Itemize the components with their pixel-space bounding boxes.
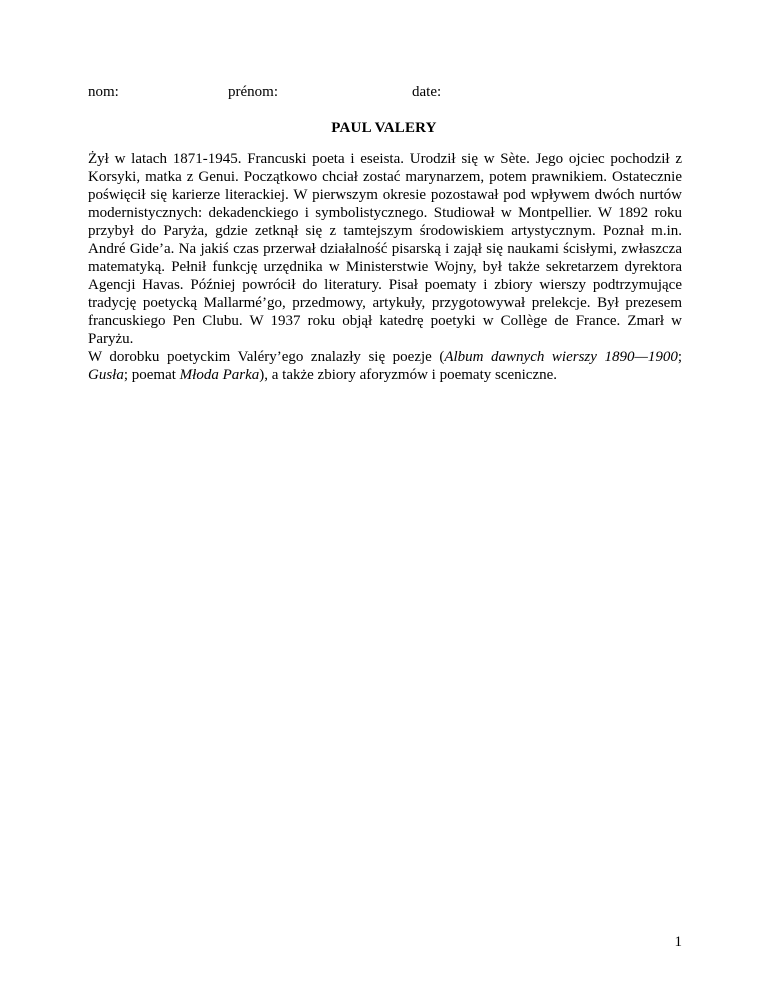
- works-intro: W dorobku poetyckim Valéry’ego znalazły się poezje (: [88, 349, 445, 365]
- prenom-label: prénom:: [228, 84, 278, 100]
- document-title: PAUL VALERY: [331, 120, 437, 136]
- page-number: 1: [674, 934, 682, 950]
- work-title-mloda-parka: Młoda Parka: [179, 367, 260, 383]
- works-separator-2: ; poemat: [123, 367, 180, 383]
- date-label: date:: [412, 84, 442, 100]
- works-paragraph: [88, 348, 682, 384]
- document-body: [88, 150, 682, 384]
- biography-paragraph: Żył w latach 1871-1945. Francuski poeta i eseista. Urodził się w Sète. Jego ojciec pochodził z Korsyki, matka z Genui. Początkowo chciał zostać marynarzem, potem prawnikiem. Ostatecznie poświęcił się karierze literackiej. W pierwszym okresie pozostawał pod wpływem dwóch nurtów modernistycznych: dekadenckiego i symbolistycznego. Studiował w Montpellier. W 1892 roku przybył do Paryża, gdzie zetknął się z tamtejszym środowiskiem artystycznym. Poznał m.in. André Gide’a. Na jakiś czas przerwał działalność pisarską i zajął się naukami ścisłymi, zwłaszcza matematyką. Pełnił funkcję urzędnika w Ministerstwie Wojny, był także sekretarzem dyrektora Agencji Havas. Później powrócił do literatury. Pisał poematy i zbiory wierszy podtrzymujące tradycję poetycką Mallarmé’go, przedmowy, artykuły, przygotowywał prelekcje. Był prezesem francuskiego Pen Clubu. W 1937 roku objął katedrę poetyki w Collège de France. Zmarł w Paryżu.: [88, 151, 682, 347]
- works-separator-1: ;: [677, 349, 682, 365]
- work-title-album: Album dawnych wierszy 1890—1900: [444, 349, 678, 365]
- student-info-header: [0, 82, 768, 102]
- works-outro: ), a także zbiory aforyzmów i poematy sceniczne.: [259, 367, 558, 383]
- nom-label: nom:: [88, 84, 119, 100]
- work-title-gusla: Gusła: [88, 367, 124, 383]
